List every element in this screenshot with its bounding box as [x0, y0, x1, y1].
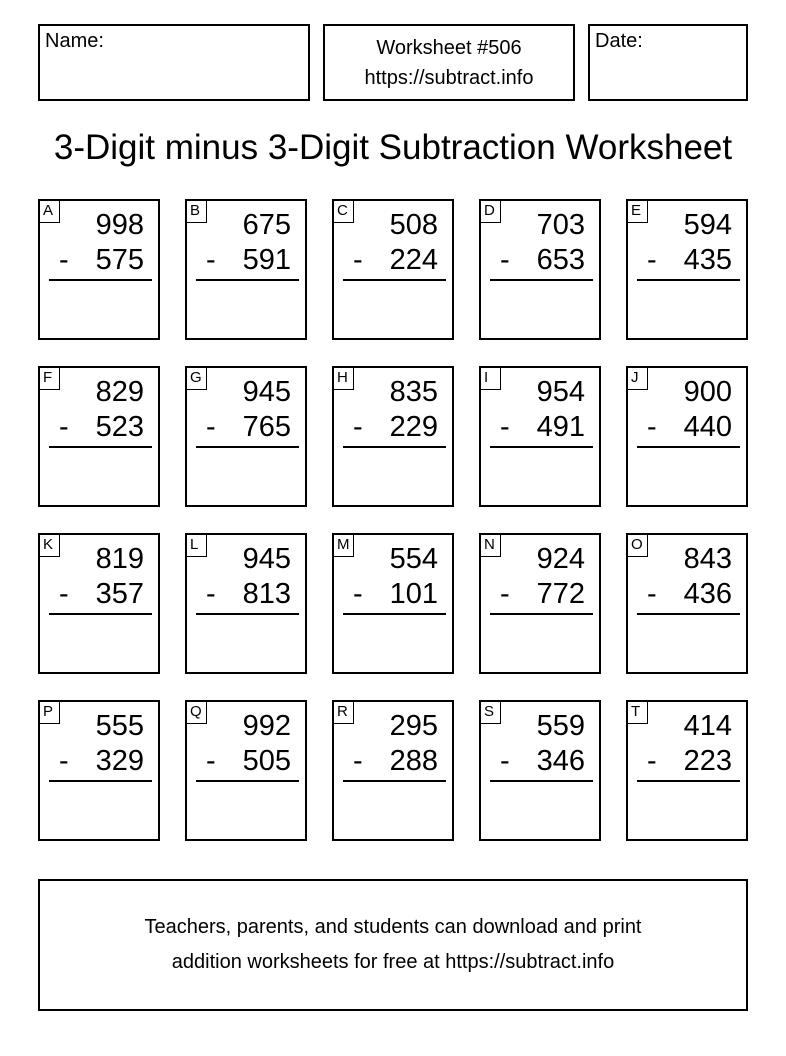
minuend: 703: [536, 209, 585, 241]
problem-card: [38, 533, 160, 674]
problem-letter: E: [628, 201, 648, 223]
subtrahend: 813: [242, 578, 291, 610]
problem-letter: P: [40, 702, 60, 724]
minuend: 900: [683, 376, 732, 408]
problem-card: [626, 199, 748, 340]
answer-line[interactable]: [49, 613, 152, 615]
problem-card: [332, 533, 454, 674]
date-field[interactable]: [588, 24, 748, 101]
problem-card: [185, 366, 307, 507]
problem-letter: N: [481, 535, 501, 557]
problem-card: [38, 700, 160, 841]
minus-sign: -: [206, 244, 216, 276]
answer-line[interactable]: [343, 613, 446, 615]
subtrahend: 436: [683, 578, 732, 610]
minus-sign: -: [59, 578, 69, 610]
subtrahend: 765: [242, 411, 291, 443]
name-label: Name:: [45, 30, 104, 52]
answer-line[interactable]: [490, 279, 593, 281]
footer-box: [38, 879, 748, 1011]
problem-letter: I: [481, 368, 501, 390]
minuend: 594: [683, 209, 732, 241]
minuend: 998: [95, 209, 144, 241]
minuend: 295: [389, 710, 438, 742]
footer-line-1: Teachers, parents, and students can download and print: [144, 916, 642, 938]
subtrahend: 229: [389, 411, 438, 443]
problem-card: [626, 700, 748, 841]
problem-letter: Q: [187, 702, 207, 724]
answer-line[interactable]: [490, 613, 593, 615]
name-field[interactable]: [38, 24, 310, 101]
minus-sign: -: [353, 244, 363, 276]
problem-card: [185, 700, 307, 841]
subtrahend: 357: [95, 578, 144, 610]
problem-letter: J: [628, 368, 648, 390]
subtrahend: 772: [536, 578, 585, 610]
problem-card: [626, 366, 748, 507]
problem-letter: R: [334, 702, 354, 724]
problem-letter: A: [40, 201, 60, 223]
date-label: Date:: [595, 30, 643, 52]
subtrahend: 491: [536, 411, 585, 443]
answer-line[interactable]: [49, 780, 152, 782]
minus-sign: -: [647, 411, 657, 443]
answer-line[interactable]: [343, 446, 446, 448]
answer-line[interactable]: [637, 780, 740, 782]
problem-letter: G: [187, 368, 207, 390]
problem-letter: M: [334, 535, 354, 557]
answer-line[interactable]: [490, 780, 593, 782]
minuend: 559: [536, 710, 585, 742]
minus-sign: -: [353, 745, 363, 777]
minus-sign: -: [353, 578, 363, 610]
answer-line[interactable]: [196, 780, 299, 782]
problem-letter: T: [628, 702, 648, 724]
answer-line[interactable]: [196, 279, 299, 281]
minuend: 843: [683, 543, 732, 575]
problem-letter: C: [334, 201, 354, 223]
minuend: 992: [242, 710, 291, 742]
minus-sign: -: [59, 411, 69, 443]
answer-line[interactable]: [637, 446, 740, 448]
subtrahend: 523: [95, 411, 144, 443]
problem-card: [332, 700, 454, 841]
subtrahend: 575: [95, 244, 144, 276]
minus-sign: -: [647, 244, 657, 276]
answer-line[interactable]: [49, 446, 152, 448]
answer-line[interactable]: [637, 613, 740, 615]
problem-letter: L: [187, 535, 207, 557]
subtrahend: 440: [683, 411, 732, 443]
minuend: 555: [95, 710, 144, 742]
minus-sign: -: [59, 745, 69, 777]
problem-letter: S: [481, 702, 501, 724]
minus-sign: -: [500, 578, 510, 610]
page-title: 3-Digit minus 3-Digit Subtraction Worksheet: [53, 128, 733, 167]
problem-card: [479, 199, 601, 340]
problem-letter: O: [628, 535, 648, 557]
worksheet-info-box: [323, 24, 575, 101]
answer-line[interactable]: [637, 279, 740, 281]
problem-card: [479, 700, 601, 841]
minus-sign: -: [647, 578, 657, 610]
answer-line[interactable]: [490, 446, 593, 448]
subtrahend: 223: [683, 745, 732, 777]
minus-sign: -: [353, 411, 363, 443]
minuend: 675: [242, 209, 291, 241]
subtrahend: 346: [536, 745, 585, 777]
problem-letter: D: [481, 201, 501, 223]
answer-line[interactable]: [196, 446, 299, 448]
minuend: 945: [242, 543, 291, 575]
minus-sign: -: [206, 745, 216, 777]
problem-letter: B: [187, 201, 207, 223]
problem-card: [185, 199, 307, 340]
minus-sign: -: [59, 244, 69, 276]
problem-card: [38, 366, 160, 507]
problem-letter: K: [40, 535, 60, 557]
answer-line[interactable]: [343, 279, 446, 281]
problem-card: [38, 199, 160, 340]
worksheet-url: https://subtract.info: [364, 67, 534, 89]
minus-sign: -: [206, 578, 216, 610]
subtrahend: 653: [536, 244, 585, 276]
problem-letter: H: [334, 368, 354, 390]
minuend: 945: [242, 376, 291, 408]
minus-sign: -: [500, 745, 510, 777]
minus-sign: -: [500, 244, 510, 276]
answer-line[interactable]: [196, 613, 299, 615]
problem-card: [479, 366, 601, 507]
problem-card: [185, 533, 307, 674]
minuend: 554: [389, 543, 438, 575]
minuend: 835: [389, 376, 438, 408]
minuend: 508: [389, 209, 438, 241]
minuend: 414: [683, 710, 732, 742]
minuend: 819: [95, 543, 144, 575]
minuend: 829: [95, 376, 144, 408]
problem-card: [332, 366, 454, 507]
subtrahend: 329: [95, 745, 144, 777]
minus-sign: -: [647, 745, 657, 777]
minuend: 924: [536, 543, 585, 575]
problem-letter: F: [40, 368, 60, 390]
subtrahend: 101: [389, 578, 438, 610]
answer-line[interactable]: [343, 780, 446, 782]
footer-line-2: addition worksheets for free at https://subtract.info: [171, 951, 615, 973]
subtrahend: 288: [389, 745, 438, 777]
minuend: 954: [536, 376, 585, 408]
subtrahend: 505: [242, 745, 291, 777]
answer-line[interactable]: [49, 279, 152, 281]
problem-card: [332, 199, 454, 340]
minus-sign: -: [500, 411, 510, 443]
subtrahend: 591: [242, 244, 291, 276]
worksheet-number: Worksheet #506: [376, 37, 522, 59]
subtrahend: 435: [683, 244, 732, 276]
problem-card: [479, 533, 601, 674]
subtrahend: 224: [389, 244, 438, 276]
problem-card: [626, 533, 748, 674]
minus-sign: -: [206, 411, 216, 443]
